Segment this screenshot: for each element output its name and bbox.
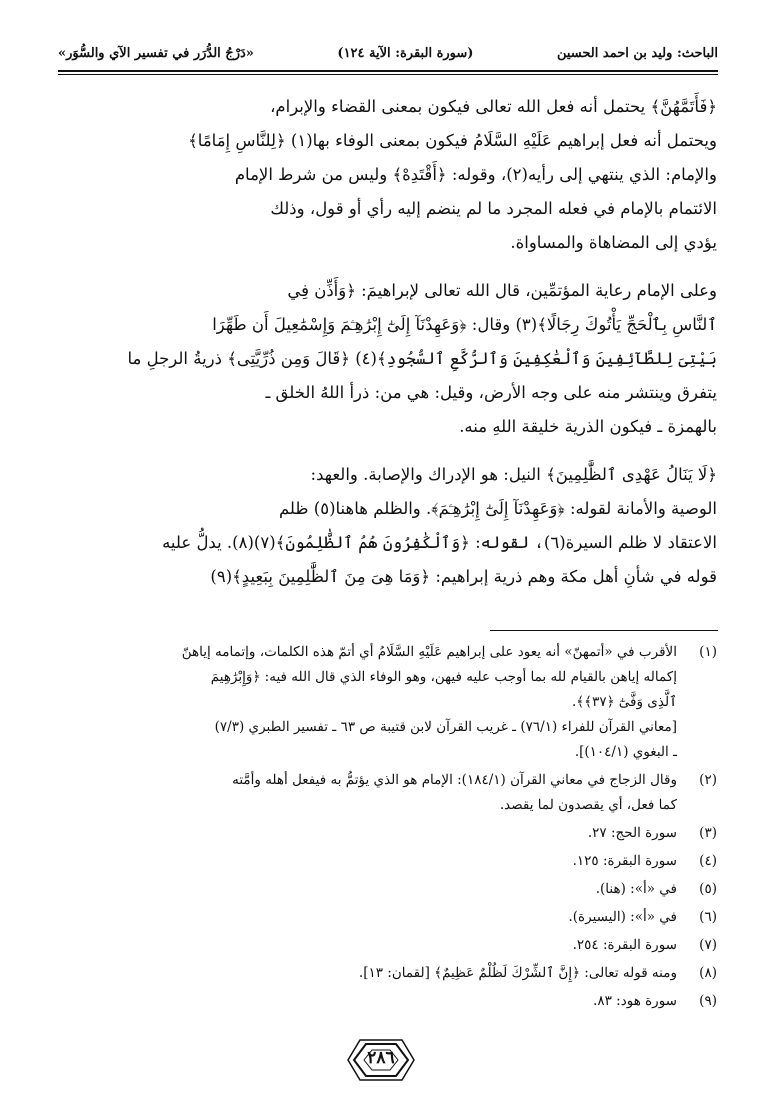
footnote-text: [55, 905, 677, 930]
footnote-4: [55, 849, 717, 874]
footnote-8: [55, 961, 717, 986]
footnote-text: [55, 768, 677, 818]
text-line: الاعتقاد لا ظلم السيرة(٦)، لقوله: ﴿وَٱلْكَٰفِرُونَ هُمُ ٱلظَّٰلِمُونَ﴾(٧)(٨). يدلُّ عليه: [162, 533, 717, 552]
text-line: ﴿فَأَتَمَّهُنَّ﴾ يحتمل أنه فعل الله تعالى فيكون بمعنى القضاء والإبرام،: [270, 97, 717, 116]
footnote-separator: [490, 630, 718, 631]
footnote-1: [55, 640, 717, 765]
footnote-line: وقال الزجاج في معاني القرآن (١٨٤/١): الإمام هو الذي يؤتمُّ به فيفعل أهله وأمَّته: [232, 772, 677, 788]
footnote-text: [55, 961, 677, 986]
header-divider: [58, 70, 718, 75]
footnote-text: [55, 640, 677, 765]
text-line: الائتمام بالإمام في فعله المجرد ما لم ينضم إليه رأي أو قول، وذلك: [270, 199, 717, 218]
running-header: [58, 38, 718, 68]
footnote-number: (٦): [699, 909, 717, 925]
text-line: ﴿لَا يَنَالُ عَهْدِى ٱلظَّٰلِمِينَ﴾ النيل: هو الإدراك والإصابة. والعهد:: [310, 465, 717, 484]
footnote-number: (٣): [699, 825, 717, 841]
footnote-number: (٥): [699, 881, 717, 897]
footnote-line: سورة الحج: ٢٧.: [587, 825, 677, 841]
header-surah-ref: (سورة البقرة: الآية ١٢٤): [337, 45, 474, 61]
footnote-number: (٢): [699, 772, 717, 788]
text-line: قوله في شأنِ أهل مكة وهم ذرية إبراهيم: ﴿وَمَا هِىَ مِنَ ٱلظَّٰلِمِينَ بِبَعِيدٍ﴾(٩): [210, 567, 717, 586]
footnote-6: [55, 905, 717, 930]
footnote-line: في «أ»: (هنا).: [595, 881, 677, 897]
footnote-2: [55, 768, 717, 818]
footnote-number: (٨): [699, 965, 717, 981]
footnote-number: (١): [699, 644, 717, 660]
footnote-line: ٱلَّذِى وَفَّىٰٓ ﴿٣٧﴾﴾.: [571, 694, 677, 710]
footnote-text: [55, 933, 677, 958]
footnote-line: سورة البقرة: ٢٥٤.: [572, 937, 677, 953]
footnote-text: [55, 849, 677, 874]
footnote-7: [55, 933, 717, 958]
paragraph-1: [55, 90, 717, 260]
footnote-text: [55, 877, 677, 902]
footnote-number: (٩): [699, 993, 717, 1009]
footnote-number: (٧): [699, 937, 717, 953]
footnote-number: (٤): [699, 853, 717, 869]
paragraph-2: [55, 274, 717, 444]
text-line: يؤدي إلى المضاهاة والمساواة.: [510, 233, 717, 252]
footnote-5: [55, 877, 717, 902]
footnote-text: [55, 821, 677, 846]
footnotes: [55, 640, 717, 1017]
page-number-ornament: [344, 1038, 418, 1082]
text-line: يتفرق وينتشر منه على وجه الأرض، وقيل: هي من: ذرأ اللهُ الخلق ـ: [265, 383, 717, 402]
footnote-line: في «أ»: (اليسيرة).: [568, 909, 677, 925]
text-line: الوصية والأمانة لقوله: ﴿وَعَهِدْنَآ إِلَىٰٓ إِبْرَٰهِـۧمَ﴾. والظلم هاهنا(٥) ظلم: [278, 499, 717, 518]
text-line: بَيْتِىَ لِلطَّآئِفِينَ وَٱلْعَٰكِفِينَ وَٱلرُّكَّعِ ٱلسُّجُودِ﴾(٤) ﴿قَالَ وَمِن ذُرِّيَّتِى﴾ ذريةُ الرجلِ ما: [127, 349, 717, 368]
text-line: ٱلنَّاسِ بِٱلْحَجِّ يَأْتُوكَ رِجَالًا﴾(٣) وقال: ﴿وَعَهِدْنَآ إِلَىٰٓ إِبْرَٰهِـۧمَ وَإِسْمَٰعِيلَ أَن طَهِّرَا: [212, 315, 717, 334]
footnote-line: [معاني القرآن للفراء (٧٦/١) ـ غريب القرآن لابن قتيبة ص ٦٣ ـ تفسير الطبري (٧/٣): [214, 719, 677, 735]
footnote-line: إكماله إياهن بالقيام لله بما أوجب عليه فيهن، وهو الوفاء الذي قال الله فيه: ﴿وَإِبْرَٰهِيمَ: [210, 669, 677, 685]
main-text: [55, 90, 717, 608]
footnote-line: ـ البغوي (١٠٤/١)].: [574, 744, 677, 760]
text-line: ويحتمل أنه فعل إبراهيم عَلَيْهِ السَّلَامُ فيكون بمعنى الوفاء بها(١) ﴿لِلنَّاسِ إِمَامًا﴾: [188, 131, 717, 150]
footnote-line: سورة البقرة: ١٢٥.: [572, 853, 677, 869]
footnote-line: الأقرب في «أتمهنّ» أنه يعود على إبراهيم عَلَيْهِ السَّلَامُ أي أتمّ هذه الكلمات، وإتمامه إياهنّ: [181, 644, 677, 660]
footnote-line: كما فعل، أي يقصدون لما يقصد.: [499, 797, 677, 813]
paragraph-3: [55, 458, 717, 594]
footnote-line: سورة هود: ٨٣.: [593, 993, 677, 1009]
text-line: بالهمزة ـ فيكون الذرية خليقة اللهِ منه.: [459, 417, 717, 436]
footnote-line: ومنه قوله تعالى: ﴿إِنَّ ٱلشِّرْكَ لَظُلْمٌ عَظِيمٌ﴾ [لقمان: ١٣].: [358, 965, 677, 981]
footnote-3: [55, 821, 717, 846]
header-book-title: «دَرْجُ الدُّرَر في تفسير الآي والسُّوَر»: [58, 45, 254, 61]
footnote-9: [55, 989, 717, 1014]
text-line: وعلى الإمام رعاية المؤتمِّين، قال الله تعالى لإبراهيمَ: ﴿وَأَذِّن فِي: [287, 281, 717, 300]
page-number: ٢٨٦: [367, 1048, 395, 1068]
header-author: الباحث: وليد بن احمد الحسين: [556, 45, 718, 61]
text-line: والإمام: الذي ينتهي إلى رأيه(٢)، وقوله: ﴿أَقْتَدِهْ﴾ وليس من شرط الإمام: [234, 165, 717, 184]
footnote-text: [55, 989, 677, 1014]
